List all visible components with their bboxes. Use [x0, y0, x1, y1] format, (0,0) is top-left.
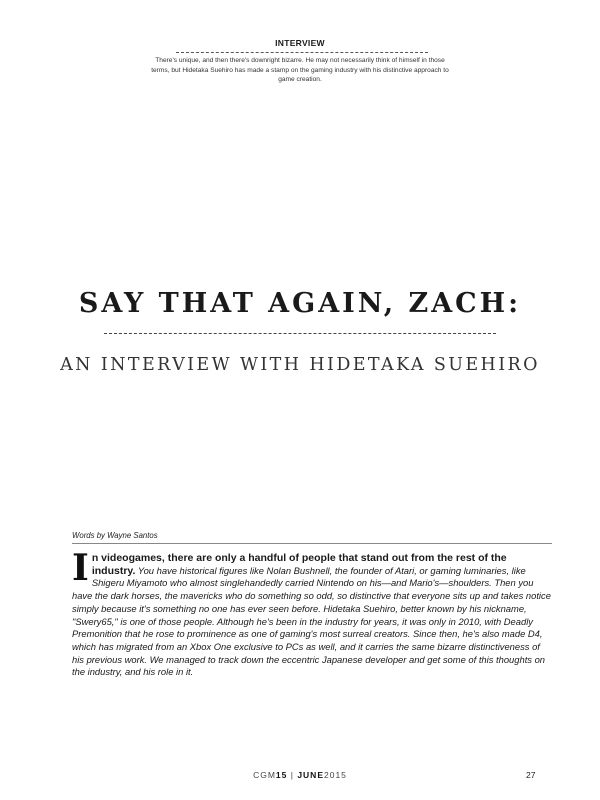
byline-divider	[72, 543, 552, 544]
article-body	[72, 547, 552, 679]
page-number: 27	[526, 770, 536, 780]
footer-issue-number: 15	[275, 770, 288, 780]
footer-issue	[0, 770, 600, 780]
footer-separator: |	[287, 770, 298, 780]
header-divider	[176, 52, 428, 53]
article-title: SAY THAT AGAIN, ZACH:	[78, 288, 522, 319]
title-divider	[104, 333, 496, 334]
lead-paragraph: You have historical figures like Nolan Bushnell, the founder of Atari, or gaming luminaries, like Shigeru Miyamoto who almost singlehandedly carried Nintendo on his—and Mario's—shoulders. Then you have the dark horses, the mavericks who do something so odd, so distinctive that everyone sits up and takes notice simply because it's something no one has ever seen before. Hidetaka Suehiro, better known by his nickname, "Swery65," is one of those people. Although he's been in the industry for years, it was only in 2010, with Deadly Premonition that he rose to prominence as one of gaming's most surreal creators. Since then, he's also made D4, which has migrated from an Xbox One exclusive to PCs as well, and it carries the same bizarre distinctiveness of his previous work. We managed to track down the eccentric Japanese developer and get some of this thoughts on the industry, and his role in it.	[72, 564, 551, 678]
footer-year: 2015	[324, 770, 347, 780]
footer-magazine-prefix: CGM	[253, 770, 276, 780]
section-label: INTERVIEW	[275, 38, 325, 48]
byline: Words by Wayne Santos	[72, 531, 158, 540]
lead-sentence: n videogames, there are only a handful of people that stand out from the rest of the industry.	[91, 552, 507, 577]
intro-blurb: There's unique, and then there's downright bizarre. He may not necessarily think of himself in those terms, but Hidetaka Suehiro has made a stamp on the gaming industry with his distinctive approach to game creation.	[151, 57, 449, 83]
article-subtitle: AN INTERVIEW WITH HIDETAKA SUEHIRO	[60, 355, 540, 375]
footer-month: JUNE	[297, 770, 324, 780]
drop-cap: I	[72, 547, 89, 589]
